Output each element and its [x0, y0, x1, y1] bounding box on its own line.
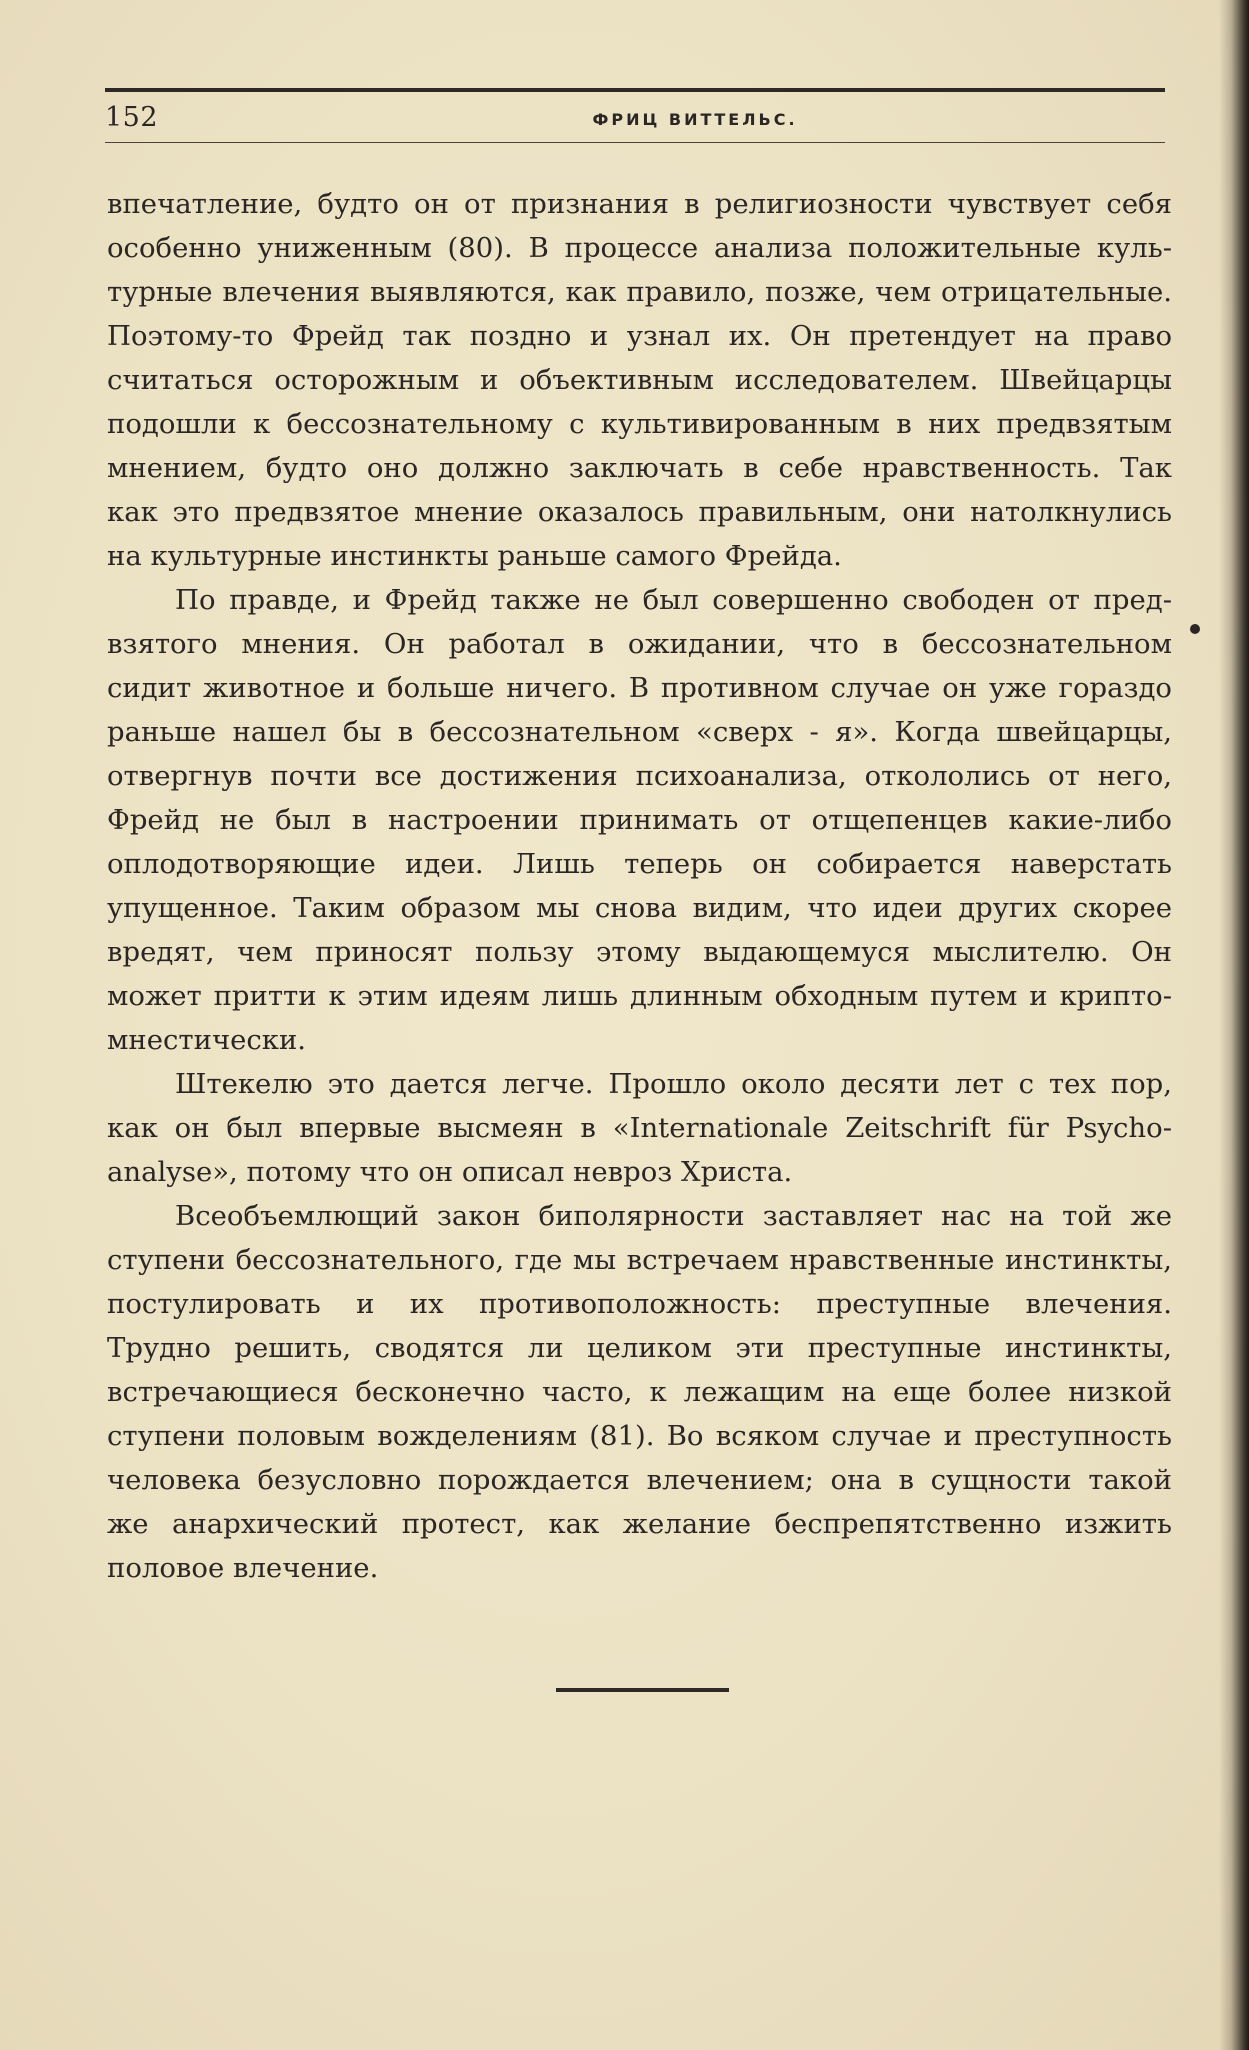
text-line: оплодотворяющие идеи. Лишь теперь он собирается наверстать: [107, 848, 1172, 880]
text-line: турные влечения выявляются, как правило, позже, чем отрицательные.: [107, 276, 1172, 308]
text-line: впечатление, будто он от признания в религиозности чувствует себя: [107, 188, 1172, 220]
text-line: Поэтому-то Фрейд так поздно и узнал их. Он претендует на право: [107, 320, 1172, 352]
text-line: взятого мнения. Он работал в ожидании, что в бессознательном: [107, 628, 1172, 660]
running-head: ФРИЦ ВИТТЕЛЬС.: [592, 110, 798, 129]
text-line: сидит животное и больше ничего. В противном случае он уже гораздо: [107, 672, 1172, 704]
header-top-rule: [105, 88, 1165, 92]
text-line: Всеобъемлющий закон биполярности заставляет нас на той же: [175, 1200, 1172, 1232]
text-line: на культурные инстинкты раньше самого Фрейда.: [107, 540, 842, 572]
text-line: отвергнув почти все достижения психоанализа, откололись от него,: [107, 760, 1172, 792]
text-line: раньше нашел бы в бессознательном «сверх - я». Когда швейцарцы,: [107, 716, 1172, 748]
book-spine-shadow: [1219, 0, 1249, 2050]
text-line: ступени половым вожделениям (81). Во всяком случае и преступность: [107, 1420, 1172, 1452]
text-line: постулировать и их противоположность: преступные влечения.: [107, 1288, 1172, 1320]
body-text: [107, 182, 1172, 1590]
text-line: может притти к этим идеям лишь длинным обходным путем и крипто-: [107, 980, 1172, 1012]
text-line: как это предвзятое мнение оказалось правильным, они натолкнулись: [107, 496, 1172, 528]
text-line: подошли к бессознательному с культивированным в них предвзятым: [107, 408, 1172, 440]
text-line: мнением, будто оно должно заключать в себе нравственность. Так: [107, 452, 1172, 484]
page-header: [105, 88, 1165, 144]
text-line: мнестически.: [107, 1024, 307, 1056]
text-line: Фрейд не был в настроении принимать от отщепенцев какие-либо: [107, 804, 1172, 836]
text-line: встречающиеся бесконечно часто, к лежащим на еще более низкой: [107, 1376, 1172, 1408]
text-line: упущенное. Таким образом мы снова видим, что идеи других скорее: [107, 892, 1172, 924]
text-line: половое влечение.: [107, 1552, 379, 1584]
text-line: же анархический протест, как желание беспрепятственно изжить: [107, 1508, 1172, 1540]
page-number: 152: [105, 102, 159, 133]
header-bottom-rule: [105, 142, 1165, 143]
text-line: особенно униженным (80). В процессе анализа положительные куль-: [107, 232, 1172, 264]
text-line: ступени бессознательного, где мы встречаем нравственные инстинкты,: [107, 1244, 1172, 1276]
text-line: По правде, и Фрейд также не был совершенно свободен от пред-: [175, 584, 1172, 616]
text-line: человека безусловно порождается влечением; она в сущности такой: [107, 1464, 1172, 1496]
text-line: Штекелю это дается легче. Прошло около десяти лет с тех пор,: [175, 1068, 1172, 1100]
text-line: Трудно решить, сводятся ли целиком эти преступные инстинкты,: [107, 1332, 1172, 1364]
chapter-end-rule: [556, 1688, 729, 1692]
ink-speck: [1190, 624, 1200, 634]
text-line: считаться осторожным и объективным исследователем. Швейцарцы: [107, 364, 1172, 396]
text-line: как он был впервые высмеян в «Internationale Zeitschrift für Psycho-: [107, 1112, 1172, 1144]
text-line: analyse», потому что он описал невроз Христа.: [107, 1156, 793, 1188]
text-line: вредят, чем приносят пользу этому выдающемуся мыслителю. Он: [107, 936, 1172, 968]
